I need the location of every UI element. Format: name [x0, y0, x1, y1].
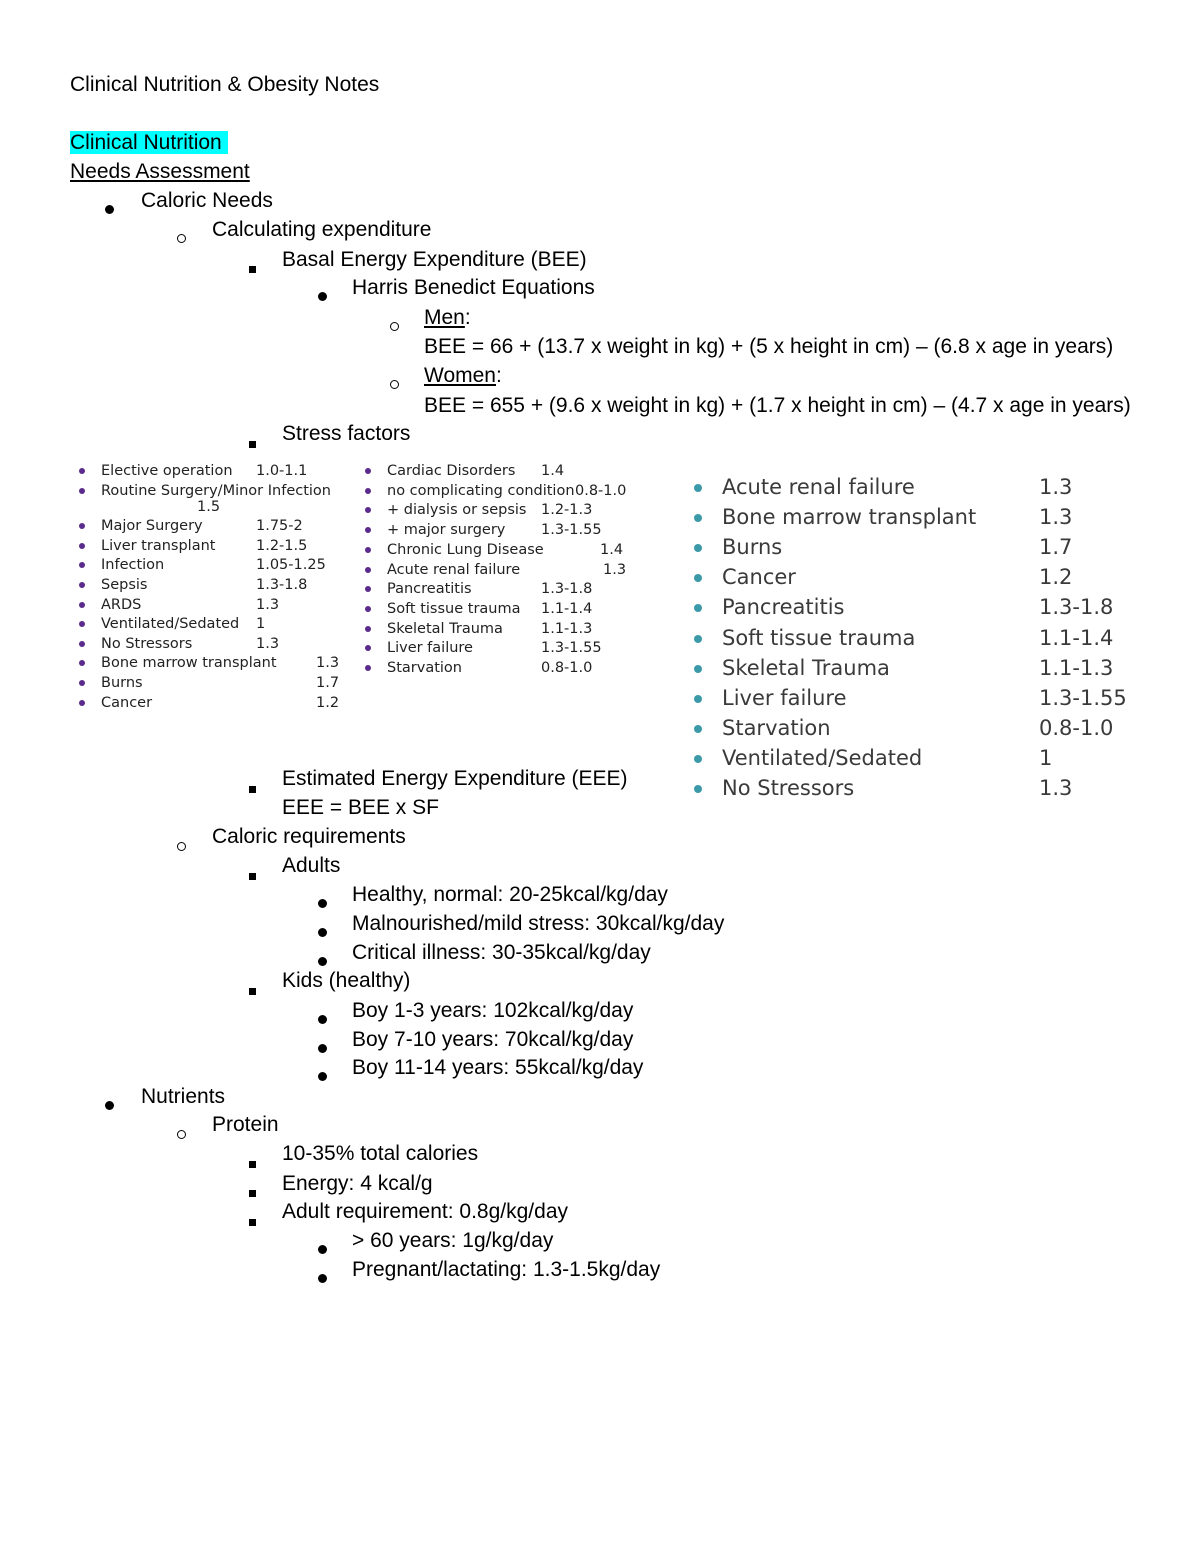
stress-factor-label: Chronic Lung Disease [387, 541, 544, 558]
stress-factor-value: 1.7 [316, 675, 340, 691]
stress-factor-value: 1.3-1.55 [1039, 685, 1127, 710]
stress-factor-row [79, 482, 349, 515]
bullet-square-icon [249, 1149, 256, 1175]
stress-factor-row [79, 596, 349, 616]
stress-factor-row [694, 504, 1134, 534]
stress-factor-row [79, 462, 349, 482]
stress-factor-value: 1.2-1.5 [256, 537, 308, 554]
women-colon: : [495, 364, 502, 387]
stress-factor-row [694, 534, 1134, 564]
bullet-dot-icon [694, 484, 702, 492]
list-item: Harris Benedict Equations [352, 276, 595, 299]
stress-factor-row [79, 556, 349, 576]
stress-factor-label: Starvation [387, 660, 462, 676]
list-item: Pregnant/lactating: 1.3-1.5kg/day [352, 1258, 661, 1281]
stress-factor-row [79, 635, 349, 655]
stress-factor-label: Acute renal failure [387, 561, 521, 578]
bullet-square-icon [249, 1178, 256, 1204]
bullet-dot-icon [694, 544, 702, 552]
stress-factor-row [365, 462, 665, 482]
bullet-dot-icon [318, 1235, 327, 1261]
stress-factor-label: No Stressors [722, 776, 855, 800]
stress-factor-row [694, 655, 1134, 685]
bullet-dot-icon [318, 1005, 327, 1031]
stress-factor-value: 1.3-1.55 [541, 522, 602, 539]
stress-factor-row [79, 537, 349, 557]
stress-factor-row [365, 580, 665, 600]
bullet-dot-icon [365, 586, 371, 592]
bullet-dot-icon [79, 641, 85, 647]
bullet-square-icon [249, 254, 256, 280]
women-equation: BEE = 655 + (9.6 x weight in kg) + (1.7 x height in cm) – (4.7 x age in years) [424, 394, 1131, 417]
men-label: Men [424, 306, 465, 329]
stress-factor-value: 1 [256, 616, 266, 633]
stress-factor-value: 1.75-2 [256, 518, 303, 535]
stress-factor-row [694, 474, 1134, 504]
stress-factor-value: 1.1-1.3 [1039, 655, 1114, 680]
bullet-dot-icon [79, 660, 85, 666]
stress-factor-label: Bone marrow transplant [722, 505, 977, 530]
list-item: Boy 1-3 years: 102kcal/kg/day [352, 999, 634, 1022]
bullet-dot-icon [694, 755, 702, 763]
stress-factor-row [694, 594, 1134, 624]
stress-factor-row [694, 685, 1134, 715]
stress-factor-value: 1.1-1.4 [541, 600, 593, 617]
stress-factor-label: Soft tissue trauma [722, 625, 916, 650]
bullet-dot-icon [694, 574, 702, 582]
list-item: Estimated Energy Expenditure (EEE) [282, 767, 628, 790]
bullet-circle-icon [390, 312, 399, 338]
stress-factor-label: Ventilated/Sedated [101, 616, 240, 633]
list-item: Healthy, normal: 20-25kcal/kg/day [352, 883, 668, 906]
bullet-dot-icon [365, 547, 371, 553]
bullet-dot-icon [79, 523, 85, 529]
bullet-dot-icon [79, 543, 85, 549]
stress-factor-value: 1.3 [256, 596, 280, 613]
bullet-circle-icon [177, 224, 186, 250]
stress-factor-label: Bone marrow transplant [101, 655, 277, 672]
list-item: Calculating expenditure [212, 218, 432, 241]
bullet-square-icon [249, 976, 256, 1002]
stress-factor-row [79, 615, 349, 635]
stress-factor-value: 1.3-1.8 [1039, 595, 1114, 620]
stress-factors-table-left [79, 462, 349, 722]
men-colon: : [464, 306, 471, 329]
bullet-dot-icon [79, 562, 85, 568]
bullet-circle-icon [177, 1120, 186, 1146]
bullet-circle-icon [390, 370, 399, 396]
stress-factor-label: Cancer [101, 694, 153, 711]
list-item: Nutrients [141, 1085, 226, 1108]
bullet-dot-icon [365, 567, 371, 573]
stress-factor-row [694, 625, 1134, 655]
stress-factor-label: + dialysis or sepsis [387, 502, 527, 519]
stress-factor-value: 1.3-1.8 [541, 581, 593, 598]
stress-factor-value: 1.7 [1039, 535, 1073, 560]
section-heading [70, 130, 228, 156]
bullet-dot-icon [105, 195, 114, 221]
bullet-dot-icon [79, 488, 85, 494]
stress-factor-label: ARDS [101, 596, 142, 613]
bullet-dot-icon [105, 1091, 114, 1117]
stress-factor-value: 1.3 [1039, 776, 1073, 800]
list-item: Boy 7-10 years: 70kcal/kg/day [352, 1028, 634, 1051]
bullet-square-icon [249, 1207, 256, 1233]
stress-factor-label: Routine Surgery/Minor Infection [101, 482, 331, 499]
stress-factor-label: Major Surgery [101, 518, 203, 535]
stress-factor-value: 1.0-1.1 [256, 463, 308, 479]
bullet-dot-icon [318, 1264, 327, 1290]
stress-factor-value: 1.1-1.3 [541, 620, 593, 637]
list-item: Critical illness: 30-35kcal/kg/day [352, 941, 651, 964]
women-heading [424, 363, 502, 389]
stress-factor-label: Infection [101, 557, 165, 574]
stress-factor-label: Cancer [722, 565, 796, 590]
stress-factor-row [79, 517, 349, 537]
stress-factor-value: 1.3 [256, 635, 280, 652]
stress-factor-row [694, 564, 1134, 594]
stress-factor-row [79, 654, 349, 674]
bullet-dot-icon [79, 582, 85, 588]
stress-factor-label: Burns [722, 535, 783, 560]
bullet-dot-icon [79, 621, 85, 627]
bullet-dot-icon [318, 918, 327, 944]
stress-factor-label: Ventilated/Sedated [722, 745, 923, 770]
stress-factor-label: Soft tissue trauma [387, 600, 521, 617]
stress-factor-value: 1.4 [600, 541, 624, 558]
bullet-dot-icon [694, 695, 702, 703]
stress-factor-label: Liver transplant [101, 537, 216, 554]
list-item: Energy: 4 kcal/g [282, 1172, 433, 1195]
stress-factor-row [365, 482, 665, 502]
stress-factor-label: Pancreatitis [722, 595, 845, 620]
list-item: Kids (healthy) [282, 969, 411, 992]
stress-factors-table-right [694, 474, 1134, 814]
bullet-dot-icon [365, 606, 371, 612]
bullet-dot-icon [365, 626, 371, 632]
section-heading-text: Clinical Nutrition [70, 131, 228, 154]
list-item: > 60 years: 1g/kg/day [352, 1229, 554, 1252]
stress-factor-value: 1.3-1.55 [541, 640, 602, 657]
stress-factor-label: Liver failure [722, 685, 847, 710]
stress-factor-label: no complicating condition [387, 482, 575, 499]
bullet-dot-icon [79, 602, 85, 608]
women-label: Women [424, 364, 496, 387]
bullet-dot-icon [365, 507, 371, 513]
stress-factor-row [365, 501, 665, 521]
bullet-dot-icon [79, 680, 85, 686]
bullet-dot-icon [365, 527, 371, 533]
stress-factor-value: 1.3 [316, 655, 340, 672]
stress-factor-row [79, 694, 349, 714]
stress-factor-row [694, 715, 1134, 745]
bullet-dot-icon [365, 645, 371, 651]
bullet-dot-icon [694, 665, 702, 673]
list-item: Stress factors [282, 422, 411, 445]
stress-factor-row [365, 620, 665, 640]
stress-factor-row [365, 521, 665, 541]
stress-factor-label: Liver failure [387, 640, 473, 657]
stress-factor-label: Skeletal Trauma [722, 655, 890, 680]
list-item: Caloric requirements [212, 825, 406, 848]
stress-factor-label: + major surgery [387, 522, 506, 539]
stress-factor-value: 1.1-1.4 [1039, 625, 1114, 650]
bullet-dot-icon [365, 665, 371, 671]
stress-factor-value: 1.3-1.8 [256, 577, 308, 593]
stress-factor-value: 1.2-1.3 [541, 502, 593, 519]
stress-factor-row [694, 775, 1134, 805]
bullet-dot-icon [694, 785, 702, 793]
bullet-dot-icon [365, 488, 371, 494]
bullet-dot-icon [79, 468, 85, 474]
men-equation: BEE = 66 + (13.7 x weight in kg) + (5 x height in cm) – (6.8 x age in years) [424, 335, 1114, 358]
stress-factor-label: Skeletal Trauma [387, 620, 503, 637]
stress-factor-row [365, 561, 665, 581]
stress-factor-row [365, 541, 665, 561]
stress-factor-row [365, 659, 665, 679]
men-heading [424, 305, 471, 331]
stress-factor-value: 1 [1039, 745, 1053, 770]
bullet-dot-icon [318, 889, 327, 915]
stress-factor-value: 0.8-1.0 [541, 660, 593, 676]
stress-factor-label: No Stressors [101, 635, 193, 652]
stress-factor-row [694, 745, 1134, 775]
bullet-square-icon [249, 429, 256, 455]
stress-factor-value: 1.2 [316, 694, 340, 711]
bullet-dot-icon [365, 468, 371, 474]
stress-factor-value: 1.4 [541, 463, 565, 479]
stress-factor-label: Starvation [722, 715, 831, 740]
stress-factor-label: Acute renal failure [722, 475, 915, 499]
stress-factor-label: Elective operation [101, 463, 233, 479]
bullet-circle-icon [177, 832, 186, 858]
stress-factor-value: 1.3 [1039, 505, 1073, 530]
stress-factor-value: 1.3 [1039, 475, 1073, 499]
list-item: 10-35% total calories [282, 1142, 479, 1165]
list-item: Caloric Needs [141, 189, 273, 212]
eee-equation: EEE = BEE x SF [282, 796, 439, 819]
bullet-square-icon [249, 774, 256, 800]
stress-factor-row [79, 576, 349, 596]
stress-factor-value: 1.05-1.25 [256, 557, 326, 574]
stress-factor-label: Sepsis [101, 577, 148, 593]
subheading-needs-assessment: Needs Assessment [70, 160, 250, 183]
bullet-square-icon [249, 861, 256, 887]
stress-factor-value: 0.8-1.0 [575, 482, 627, 499]
bullet-dot-icon [79, 700, 85, 706]
list-item: Basal Energy Expenditure (BEE) [282, 248, 587, 271]
bullet-dot-icon [694, 635, 702, 643]
list-item: Malnourished/mild stress: 30kcal/kg/day [352, 912, 725, 935]
bullet-dot-icon [694, 604, 702, 612]
list-item: Adults [282, 854, 341, 877]
bullet-dot-icon [694, 725, 702, 733]
list-item: Protein [212, 1113, 279, 1136]
stress-factor-value: 0.8-1.0 [1039, 715, 1114, 740]
stress-factor-label: Burns [101, 675, 143, 691]
stress-factors-table-middle [365, 462, 665, 692]
stress-factor-value: 1.3 [603, 561, 627, 578]
stress-factor-value: 1.2 [1039, 565, 1073, 590]
stress-factor-row [365, 639, 665, 659]
bullet-dot-icon [318, 1034, 327, 1060]
stress-factor-row [365, 600, 665, 620]
stress-factor-label: Cardiac Disorders [387, 463, 516, 479]
bullet-dot-icon [694, 514, 702, 522]
stress-factor-value: 1.5 [197, 498, 221, 515]
bullet-dot-icon [318, 1062, 327, 1088]
list-item: Adult requirement: 0.8g/kg/day [282, 1200, 569, 1223]
stress-factor-label: Pancreatitis [387, 581, 472, 598]
list-item: Boy 11-14 years: 55kcal/kg/day [352, 1056, 644, 1079]
stress-factor-row [79, 674, 349, 694]
bullet-dot-icon [318, 282, 327, 308]
page-title: Clinical Nutrition & Obesity Notes [70, 73, 380, 96]
